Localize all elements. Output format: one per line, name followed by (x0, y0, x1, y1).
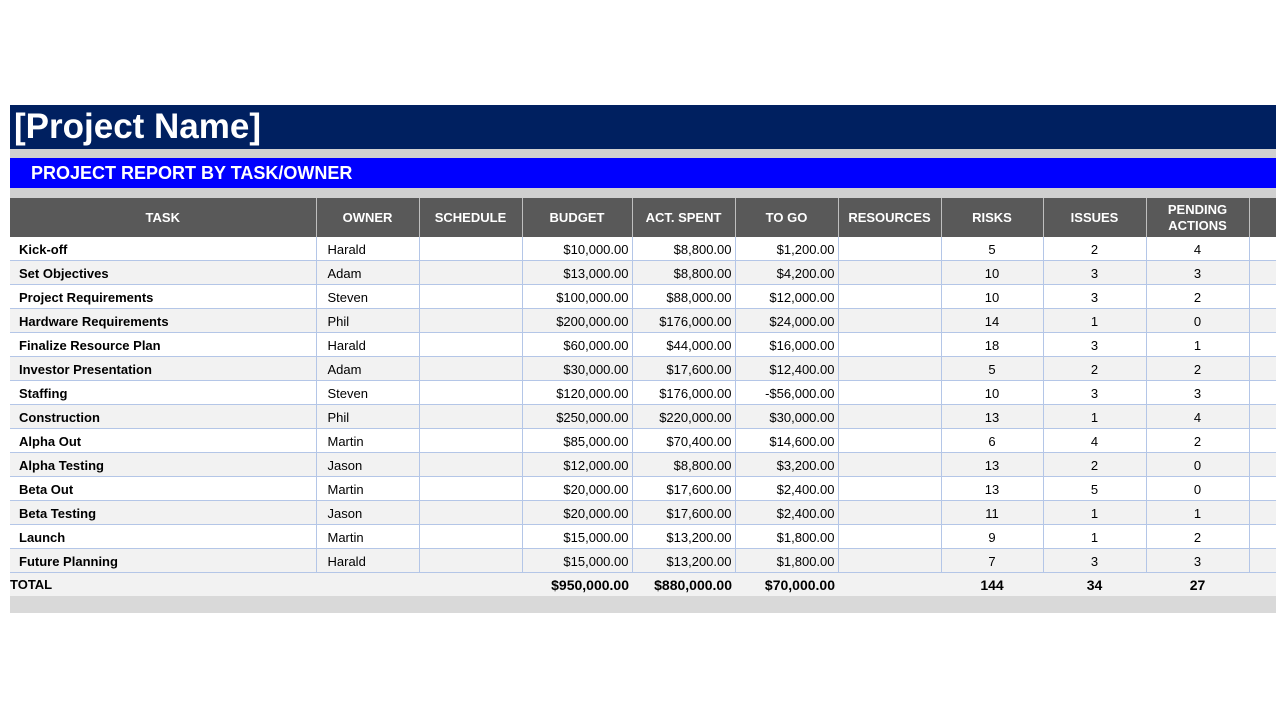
cell-budget[interactable]: $200,000.00 (522, 309, 632, 333)
cell-risks[interactable]: 9 (941, 525, 1043, 549)
cell-task[interactable]: Set Objectives (10, 261, 316, 285)
cell-budget[interactable]: $15,000.00 (522, 525, 632, 549)
cell-pending-actions[interactable]: 2 (1146, 285, 1249, 309)
header-pending-actions[interactable] (1146, 198, 1249, 237)
cell-to-go[interactable]: $1,800.00 (735, 549, 838, 573)
cell-budget[interactable]: $30,000.00 (522, 357, 632, 381)
cell-owner[interactable]: Harald (316, 333, 419, 357)
cell-to-go[interactable]: $16,000.00 (735, 333, 838, 357)
cell-act-spent[interactable]: $44,000.00 (632, 333, 735, 357)
cell-resources[interactable] (838, 309, 941, 333)
project-report-sheet (10, 105, 1276, 613)
cell-risks[interactable]: 11 (941, 501, 1043, 525)
cell-risks[interactable]: 13 (941, 453, 1043, 477)
table-row (10, 429, 1276, 453)
cell-schedule[interactable] (419, 237, 522, 261)
cell-act-spent[interactable]: $17,600.00 (632, 501, 735, 525)
cell-budget[interactable]: $20,000.00 (522, 477, 632, 501)
cell-pending-actions[interactable]: 0 (1146, 309, 1249, 333)
cell-issues[interactable]: 1 (1043, 525, 1146, 549)
report-subtitle: PROJECT REPORT BY TASK/OWNER (10, 158, 1276, 188)
cell-act-spent[interactable]: $13,200.00 (632, 525, 735, 549)
cell-act-spent[interactable]: $13,200.00 (632, 549, 735, 573)
cell-resources[interactable] (838, 285, 941, 309)
cell-owner[interactable]: Adam (316, 357, 419, 381)
header-row (10, 198, 1276, 237)
table-row (10, 549, 1276, 573)
cell-pending-actions[interactable]: 0 (1146, 477, 1249, 501)
cell-owner[interactable]: Harald (316, 549, 419, 573)
cell-pending-actions[interactable]: 4 (1146, 237, 1249, 261)
cell-pending-actions[interactable]: 1 (1146, 501, 1249, 525)
cell-owner[interactable]: Phil (316, 405, 419, 429)
cell-owner[interactable]: Jason (316, 453, 419, 477)
table-row (10, 309, 1276, 333)
cell-extra (1249, 285, 1276, 309)
total-act-spent[interactable]: $880,000.00 (632, 573, 735, 597)
cell-resources[interactable] (838, 333, 941, 357)
cell-resources[interactable] (838, 381, 941, 405)
cell-issues[interactable]: 3 (1043, 285, 1146, 309)
cell-task[interactable]: Finalize Resource Plan (10, 333, 316, 357)
cell-extra (1249, 333, 1276, 357)
cell-resources[interactable] (838, 525, 941, 549)
header-issues[interactable]: ISSUES (1043, 198, 1146, 237)
spacer-band (10, 149, 1276, 158)
cell-schedule[interactable] (419, 429, 522, 453)
cell-extra (1249, 405, 1276, 429)
table-row (10, 237, 1276, 261)
cell-risks[interactable]: 10 (941, 285, 1043, 309)
cell-issues[interactable]: 1 (1043, 501, 1146, 525)
total-issues[interactable]: 34 (1043, 573, 1146, 597)
cell-risks[interactable]: 14 (941, 309, 1043, 333)
cell-risks[interactable]: 6 (941, 429, 1043, 453)
cell-schedule[interactable] (419, 261, 522, 285)
cell-issues[interactable]: 5 (1043, 477, 1146, 501)
cell-act-spent[interactable]: $8,800.00 (632, 237, 735, 261)
cell-to-go[interactable]: $4,200.00 (735, 261, 838, 285)
cell-extra (1249, 237, 1276, 261)
cell-extra (1249, 549, 1276, 573)
cell-issues[interactable]: 2 (1043, 237, 1146, 261)
cell-schedule[interactable] (419, 501, 522, 525)
total-to-go[interactable]: $70,000.00 (735, 573, 838, 597)
cell-owner[interactable]: Steven (316, 381, 419, 405)
header-budget[interactable]: BUDGET (522, 198, 632, 237)
cell-to-go[interactable]: $30,000.00 (735, 405, 838, 429)
cell-risks[interactable]: 13 (941, 477, 1043, 501)
header-to-go[interactable]: TO GO (735, 198, 838, 237)
cell-issues[interactable]: 3 (1043, 261, 1146, 285)
cell-pending-actions[interactable]: 2 (1146, 429, 1249, 453)
cell-resources[interactable] (838, 261, 941, 285)
cell-pending-actions[interactable]: 2 (1146, 525, 1249, 549)
cell-budget[interactable]: $13,000.00 (522, 261, 632, 285)
header-resources[interactable]: RESOURCES (838, 198, 941, 237)
cell-task[interactable]: Beta Testing (10, 501, 316, 525)
cell-task[interactable]: Construction (10, 405, 316, 429)
cell-resources[interactable] (838, 501, 941, 525)
cell-budget[interactable]: $15,000.00 (522, 549, 632, 573)
cell-task[interactable]: Alpha Out (10, 429, 316, 453)
cell-budget[interactable]: $250,000.00 (522, 405, 632, 429)
task-owner-table (10, 198, 1276, 596)
cell-resources[interactable] (838, 237, 941, 261)
cell-task[interactable]: Staffing (10, 381, 316, 405)
cell-pending-actions[interactable]: 3 (1146, 261, 1249, 285)
cell-resources[interactable] (838, 549, 941, 573)
cell-risks[interactable]: 13 (941, 405, 1043, 429)
cell-issues[interactable]: 3 (1043, 549, 1146, 573)
table-row (10, 261, 1276, 285)
cell-pending-actions[interactable]: 4 (1146, 405, 1249, 429)
cell-to-go[interactable]: $3,200.00 (735, 453, 838, 477)
table-row (10, 357, 1276, 381)
cell-to-go[interactable]: $1,800.00 (735, 525, 838, 549)
cell-issues[interactable]: 1 (1043, 309, 1146, 333)
cell-schedule[interactable] (419, 405, 522, 429)
table-row (10, 285, 1276, 309)
header-extra (1249, 198, 1276, 237)
cell-issues[interactable]: 3 (1043, 333, 1146, 357)
cell-budget[interactable]: $20,000.00 (522, 501, 632, 525)
total-schedule-empty (419, 573, 522, 597)
cell-act-spent[interactable]: $176,000.00 (632, 309, 735, 333)
cell-schedule[interactable] (419, 285, 522, 309)
cell-owner[interactable]: Martin (316, 477, 419, 501)
cell-issues[interactable]: 1 (1043, 405, 1146, 429)
cell-risks[interactable]: 10 (941, 261, 1043, 285)
footer-band (10, 596, 1276, 613)
cell-pending-actions[interactable]: 0 (1146, 453, 1249, 477)
header-risks[interactable]: RISKS (941, 198, 1043, 237)
cell-task[interactable]: Future Planning (10, 549, 316, 573)
header-task[interactable]: TASK (10, 198, 316, 237)
cell-to-go[interactable]: $1,200.00 (735, 237, 838, 261)
cell-pending-actions[interactable]: 3 (1146, 381, 1249, 405)
cell-issues[interactable]: 2 (1043, 453, 1146, 477)
cell-act-spent[interactable]: $220,000.00 (632, 405, 735, 429)
cell-schedule[interactable] (419, 309, 522, 333)
cell-issues[interactable]: 2 (1043, 357, 1146, 381)
total-extra (1249, 573, 1276, 597)
cell-act-spent[interactable]: $8,800.00 (632, 453, 735, 477)
cell-resources[interactable] (838, 453, 941, 477)
cell-budget[interactable]: $120,000.00 (522, 381, 632, 405)
cell-act-spent[interactable]: $70,400.00 (632, 429, 735, 453)
total-budget[interactable]: $950,000.00 (522, 573, 632, 597)
cell-resources[interactable] (838, 357, 941, 381)
cell-pending-actions[interactable]: 2 (1146, 357, 1249, 381)
cell-to-go[interactable]: $14,600.00 (735, 429, 838, 453)
cell-budget[interactable]: $10,000.00 (522, 237, 632, 261)
cell-extra (1249, 477, 1276, 501)
cell-schedule[interactable] (419, 333, 522, 357)
total-owner-empty (316, 573, 419, 597)
table-row (10, 333, 1276, 357)
total-label[interactable]: TOTAL (10, 573, 316, 597)
cell-task[interactable]: Investor Presentation (10, 357, 316, 381)
cell-risks[interactable]: 5 (941, 357, 1043, 381)
project-name-title[interactable]: [Project Name] (10, 105, 1276, 149)
cell-risks[interactable]: 18 (941, 333, 1043, 357)
cell-to-go[interactable]: -$56,000.00 (735, 381, 838, 405)
cell-act-spent[interactable]: $88,000.00 (632, 285, 735, 309)
cell-schedule[interactable] (419, 549, 522, 573)
cell-schedule[interactable] (419, 525, 522, 549)
cell-act-spent[interactable]: $17,600.00 (632, 477, 735, 501)
cell-schedule[interactable] (419, 453, 522, 477)
header-pending-line1: PENDING (1167, 201, 1228, 217)
cell-extra (1249, 525, 1276, 549)
cell-resources[interactable] (838, 477, 941, 501)
cell-schedule[interactable] (419, 381, 522, 405)
cell-act-spent[interactable]: $17,600.00 (632, 357, 735, 381)
cell-task[interactable]: Hardware Requirements (10, 309, 316, 333)
cell-owner[interactable]: Adam (316, 261, 419, 285)
cell-to-go[interactable]: $2,400.00 (735, 501, 838, 525)
cell-to-go[interactable]: $2,400.00 (735, 477, 838, 501)
cell-task[interactable]: Project Requirements (10, 285, 316, 309)
cell-task[interactable]: Kick-off (10, 237, 316, 261)
cell-extra (1249, 381, 1276, 405)
cell-extra (1249, 501, 1276, 525)
cell-pending-actions[interactable]: 3 (1146, 549, 1249, 573)
cell-owner[interactable]: Phil (316, 309, 419, 333)
cell-issues[interactable]: 3 (1043, 381, 1146, 405)
cell-task[interactable]: Alpha Testing (10, 453, 316, 477)
cell-budget[interactable]: $60,000.00 (522, 333, 632, 357)
cell-risks[interactable]: 5 (941, 237, 1043, 261)
cell-task[interactable]: Beta Out (10, 477, 316, 501)
cell-to-go[interactable]: $24,000.00 (735, 309, 838, 333)
cell-extra (1249, 261, 1276, 285)
cell-task[interactable]: Launch (10, 525, 316, 549)
cell-owner[interactable]: Martin (316, 429, 419, 453)
cell-budget[interactable]: $12,000.00 (522, 453, 632, 477)
header-act-spent[interactable]: ACT. SPENT (632, 198, 735, 237)
table-row (10, 453, 1276, 477)
cell-risks[interactable]: 7 (941, 549, 1043, 573)
cell-extra (1249, 453, 1276, 477)
total-resources-empty (838, 573, 941, 597)
cell-extra (1249, 357, 1276, 381)
cell-owner[interactable]: Martin (316, 525, 419, 549)
cell-extra (1249, 309, 1276, 333)
cell-schedule[interactable] (419, 357, 522, 381)
total-row (10, 573, 1276, 597)
cell-owner[interactable]: Steven (316, 285, 419, 309)
header-pending-line2: ACTIONS (1168, 217, 1227, 233)
cell-to-go[interactable]: $12,400.00 (735, 357, 838, 381)
cell-act-spent[interactable]: $8,800.00 (632, 261, 735, 285)
spacer-band (10, 188, 1276, 198)
table-row (10, 525, 1276, 549)
table-row (10, 477, 1276, 501)
total-risks[interactable]: 144 (941, 573, 1043, 597)
cell-extra (1249, 429, 1276, 453)
table-row (10, 501, 1276, 525)
cell-budget[interactable]: $100,000.00 (522, 285, 632, 309)
cell-schedule[interactable] (419, 477, 522, 501)
cell-owner[interactable]: Jason (316, 501, 419, 525)
cell-risks[interactable]: 10 (941, 381, 1043, 405)
cell-to-go[interactable]: $12,000.00 (735, 285, 838, 309)
cell-owner[interactable]: Harald (316, 237, 419, 261)
header-owner[interactable]: OWNER (316, 198, 419, 237)
header-schedule[interactable]: SCHEDULE (419, 198, 522, 237)
cell-act-spent[interactable]: $176,000.00 (632, 381, 735, 405)
cell-budget[interactable]: $85,000.00 (522, 429, 632, 453)
table-row (10, 405, 1276, 429)
table-body (10, 237, 1276, 596)
cell-resources[interactable] (838, 429, 941, 453)
cell-pending-actions[interactable]: 1 (1146, 333, 1249, 357)
table-row (10, 381, 1276, 405)
cell-resources[interactable] (838, 405, 941, 429)
total-pending-actions[interactable]: 27 (1146, 573, 1249, 597)
cell-issues[interactable]: 4 (1043, 429, 1146, 453)
